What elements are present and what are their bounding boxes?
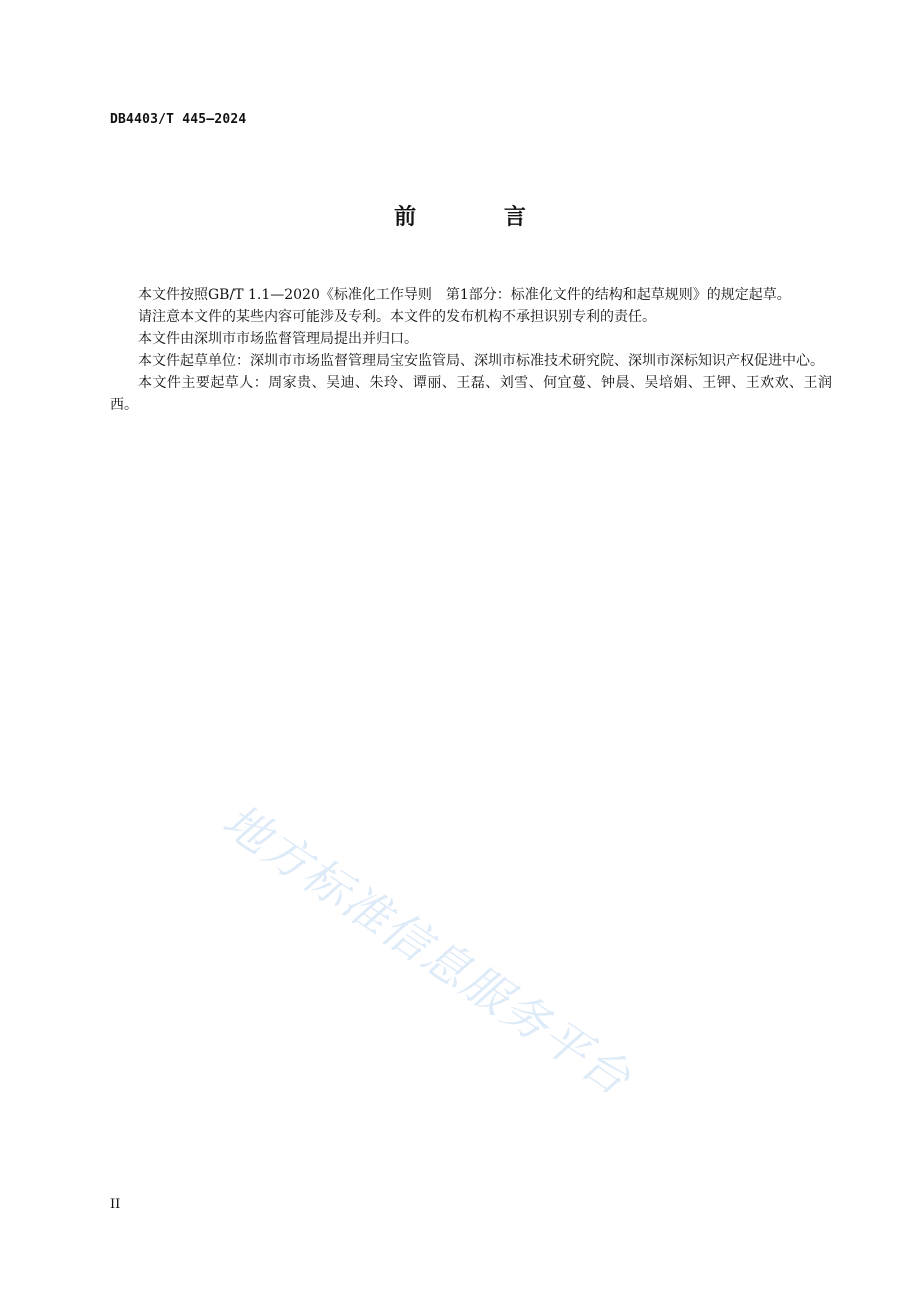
section-title: 前 言 xyxy=(394,205,566,230)
watermark-text: 地方标准信息服务平台 xyxy=(213,793,642,1107)
document-number: DB4403/T 445—2024 xyxy=(110,112,247,127)
page-number: II xyxy=(110,1197,121,1212)
paragraph-drafting-rules: 本文件按照GB/T 1.1—2020《标准化工作导则 第1部分：标准化文件的结构和起草规则》的规定起草。 xyxy=(138,287,791,303)
paragraph-drafting-units: 本文件起草单位：深圳市市场监督管理局宝安监管局、深圳市标准技术研究院、深圳市深标知识产权促进中心。 xyxy=(138,353,824,369)
paragraph-patent-notice: 请注意本文件的某些内容可能涉及专利。本文件的发布机构不承担识别专利的责任。 xyxy=(138,309,656,325)
foreword-body xyxy=(110,284,832,416)
paragraph-drafters: 本文件主要起草人：周家贵、吴迪、朱玲、谭丽、王磊、刘雪、何宜蔓、钟晨、吴培娟、王钾、王欢欢、王润西。 xyxy=(110,375,832,413)
paragraph-proposer: 本文件由深圳市市场监督管理局提出并归口。 xyxy=(138,331,418,347)
